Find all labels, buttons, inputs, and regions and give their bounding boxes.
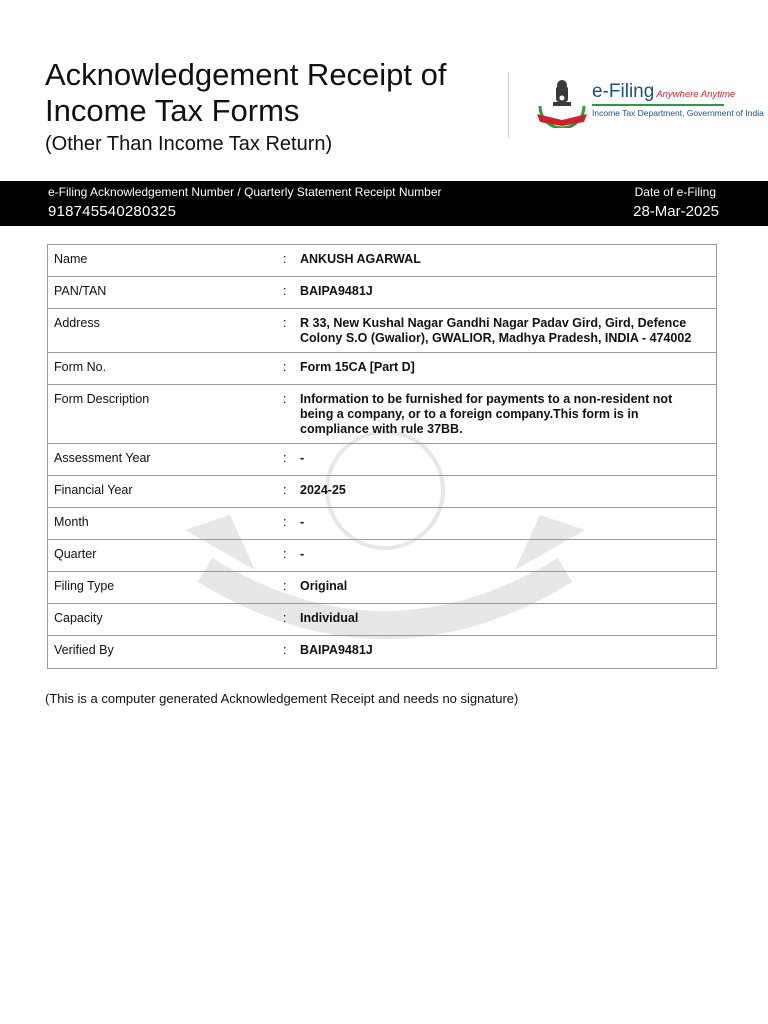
colon-separator: :: [283, 515, 287, 529]
name-value: ANKUSH AGARWAL: [300, 252, 421, 266]
detail-row-form-no: [48, 353, 716, 385]
month-label: Month: [54, 515, 89, 529]
ashoka-emblem-icon: [534, 76, 590, 128]
verified-by-label: Verified By: [54, 643, 114, 657]
capacity-label: Capacity: [54, 611, 103, 625]
pan-value: BAIPA9481J: [300, 284, 373, 298]
filing-type-value: Original: [300, 579, 348, 593]
form-no-value: Form 15CA [Part D]: [300, 360, 415, 374]
colon-separator: :: [283, 611, 287, 625]
colon-separator: :: [283, 451, 287, 465]
detail-row-capacity: [48, 604, 716, 636]
detail-row-filing-type: [48, 572, 716, 604]
ack-number-value: 918745540280325: [48, 203, 177, 220]
capacity-value: Individual: [300, 611, 359, 625]
receipt-details-table: [47, 244, 717, 669]
quarter-value: -: [300, 547, 305, 561]
filing-date-label: Date of e-Filing: [634, 185, 716, 199]
quarter-label: Quarter: [54, 547, 97, 561]
page-subtitle: (Other Than Income Tax Return): [45, 133, 333, 155]
detail-row-quarter: [48, 540, 716, 572]
document-header: [0, 0, 768, 181]
colon-separator: :: [283, 360, 287, 374]
financial-year-label: Financial Year: [54, 483, 133, 497]
efiling-logo: [534, 76, 764, 128]
pan-label: PAN/TAN: [54, 284, 107, 298]
computer-generated-note: (This is a computer generated Acknowledgement Receipt and needs no signature): [45, 691, 519, 706]
efiling-brand-name: e-Filing: [592, 81, 655, 102]
address-value: R 33, New Kushal Nagar Gandhi Nagar Padav Gird, Gird, Defence Colony S.O (Gwalior), GWALIOR, Madhya Pradesh, INDIA - 474002: [300, 316, 692, 345]
colon-separator: :: [283, 252, 287, 266]
colon-separator: :: [283, 483, 287, 497]
address-label: Address: [54, 316, 100, 330]
colon-separator: :: [283, 643, 287, 657]
colon-separator: :: [283, 579, 287, 593]
detail-row-name: [48, 245, 716, 277]
acknowledgement-bar: [0, 181, 768, 226]
assessment-year-label: Assessment Year: [54, 451, 151, 465]
colon-separator: :: [283, 284, 287, 298]
filing-type-label: Filing Type: [54, 579, 115, 593]
colon-separator: :: [283, 547, 287, 561]
detail-row-financial-year: [48, 476, 716, 508]
detail-row-verified-by: [48, 636, 716, 668]
form-no-label: Form No.: [54, 360, 107, 374]
financial-year-value: 2024-25: [300, 483, 346, 497]
detail-row-month: [48, 508, 716, 540]
filing-date-value: 28-Mar-2025: [633, 203, 719, 220]
verified-by-value: BAIPA9481J: [300, 643, 373, 657]
efiling-rule: [592, 104, 724, 106]
detail-row-form-description: [48, 385, 716, 444]
colon-separator: :: [283, 392, 287, 406]
efiling-department: Income Tax Department, Government of India: [592, 108, 764, 118]
assessment-year-value: -: [300, 451, 305, 465]
month-value: -: [300, 515, 305, 529]
header-divider: [508, 72, 509, 138]
detail-row-address: [48, 309, 716, 353]
form-description-label: Form Description: [54, 392, 150, 406]
efiling-tagline: Anywhere Anytime: [656, 89, 736, 100]
efiling-brand: [592, 82, 735, 105]
name-label: Name: [54, 252, 88, 266]
ack-number-label: e-Filing Acknowledgement Number / Quarterly Statement Receipt Number: [48, 185, 442, 199]
detail-row-pan: [48, 277, 716, 309]
form-description-value: Information to be furnished for payments to a non-resident not being a company, or to a foreign company.This form is in compliance with rule 37BB.: [300, 392, 673, 436]
detail-row-assessment-year: [48, 444, 716, 476]
colon-separator: :: [283, 316, 287, 330]
page-title: Acknowledgement Receipt of Income Tax Forms: [45, 57, 447, 128]
